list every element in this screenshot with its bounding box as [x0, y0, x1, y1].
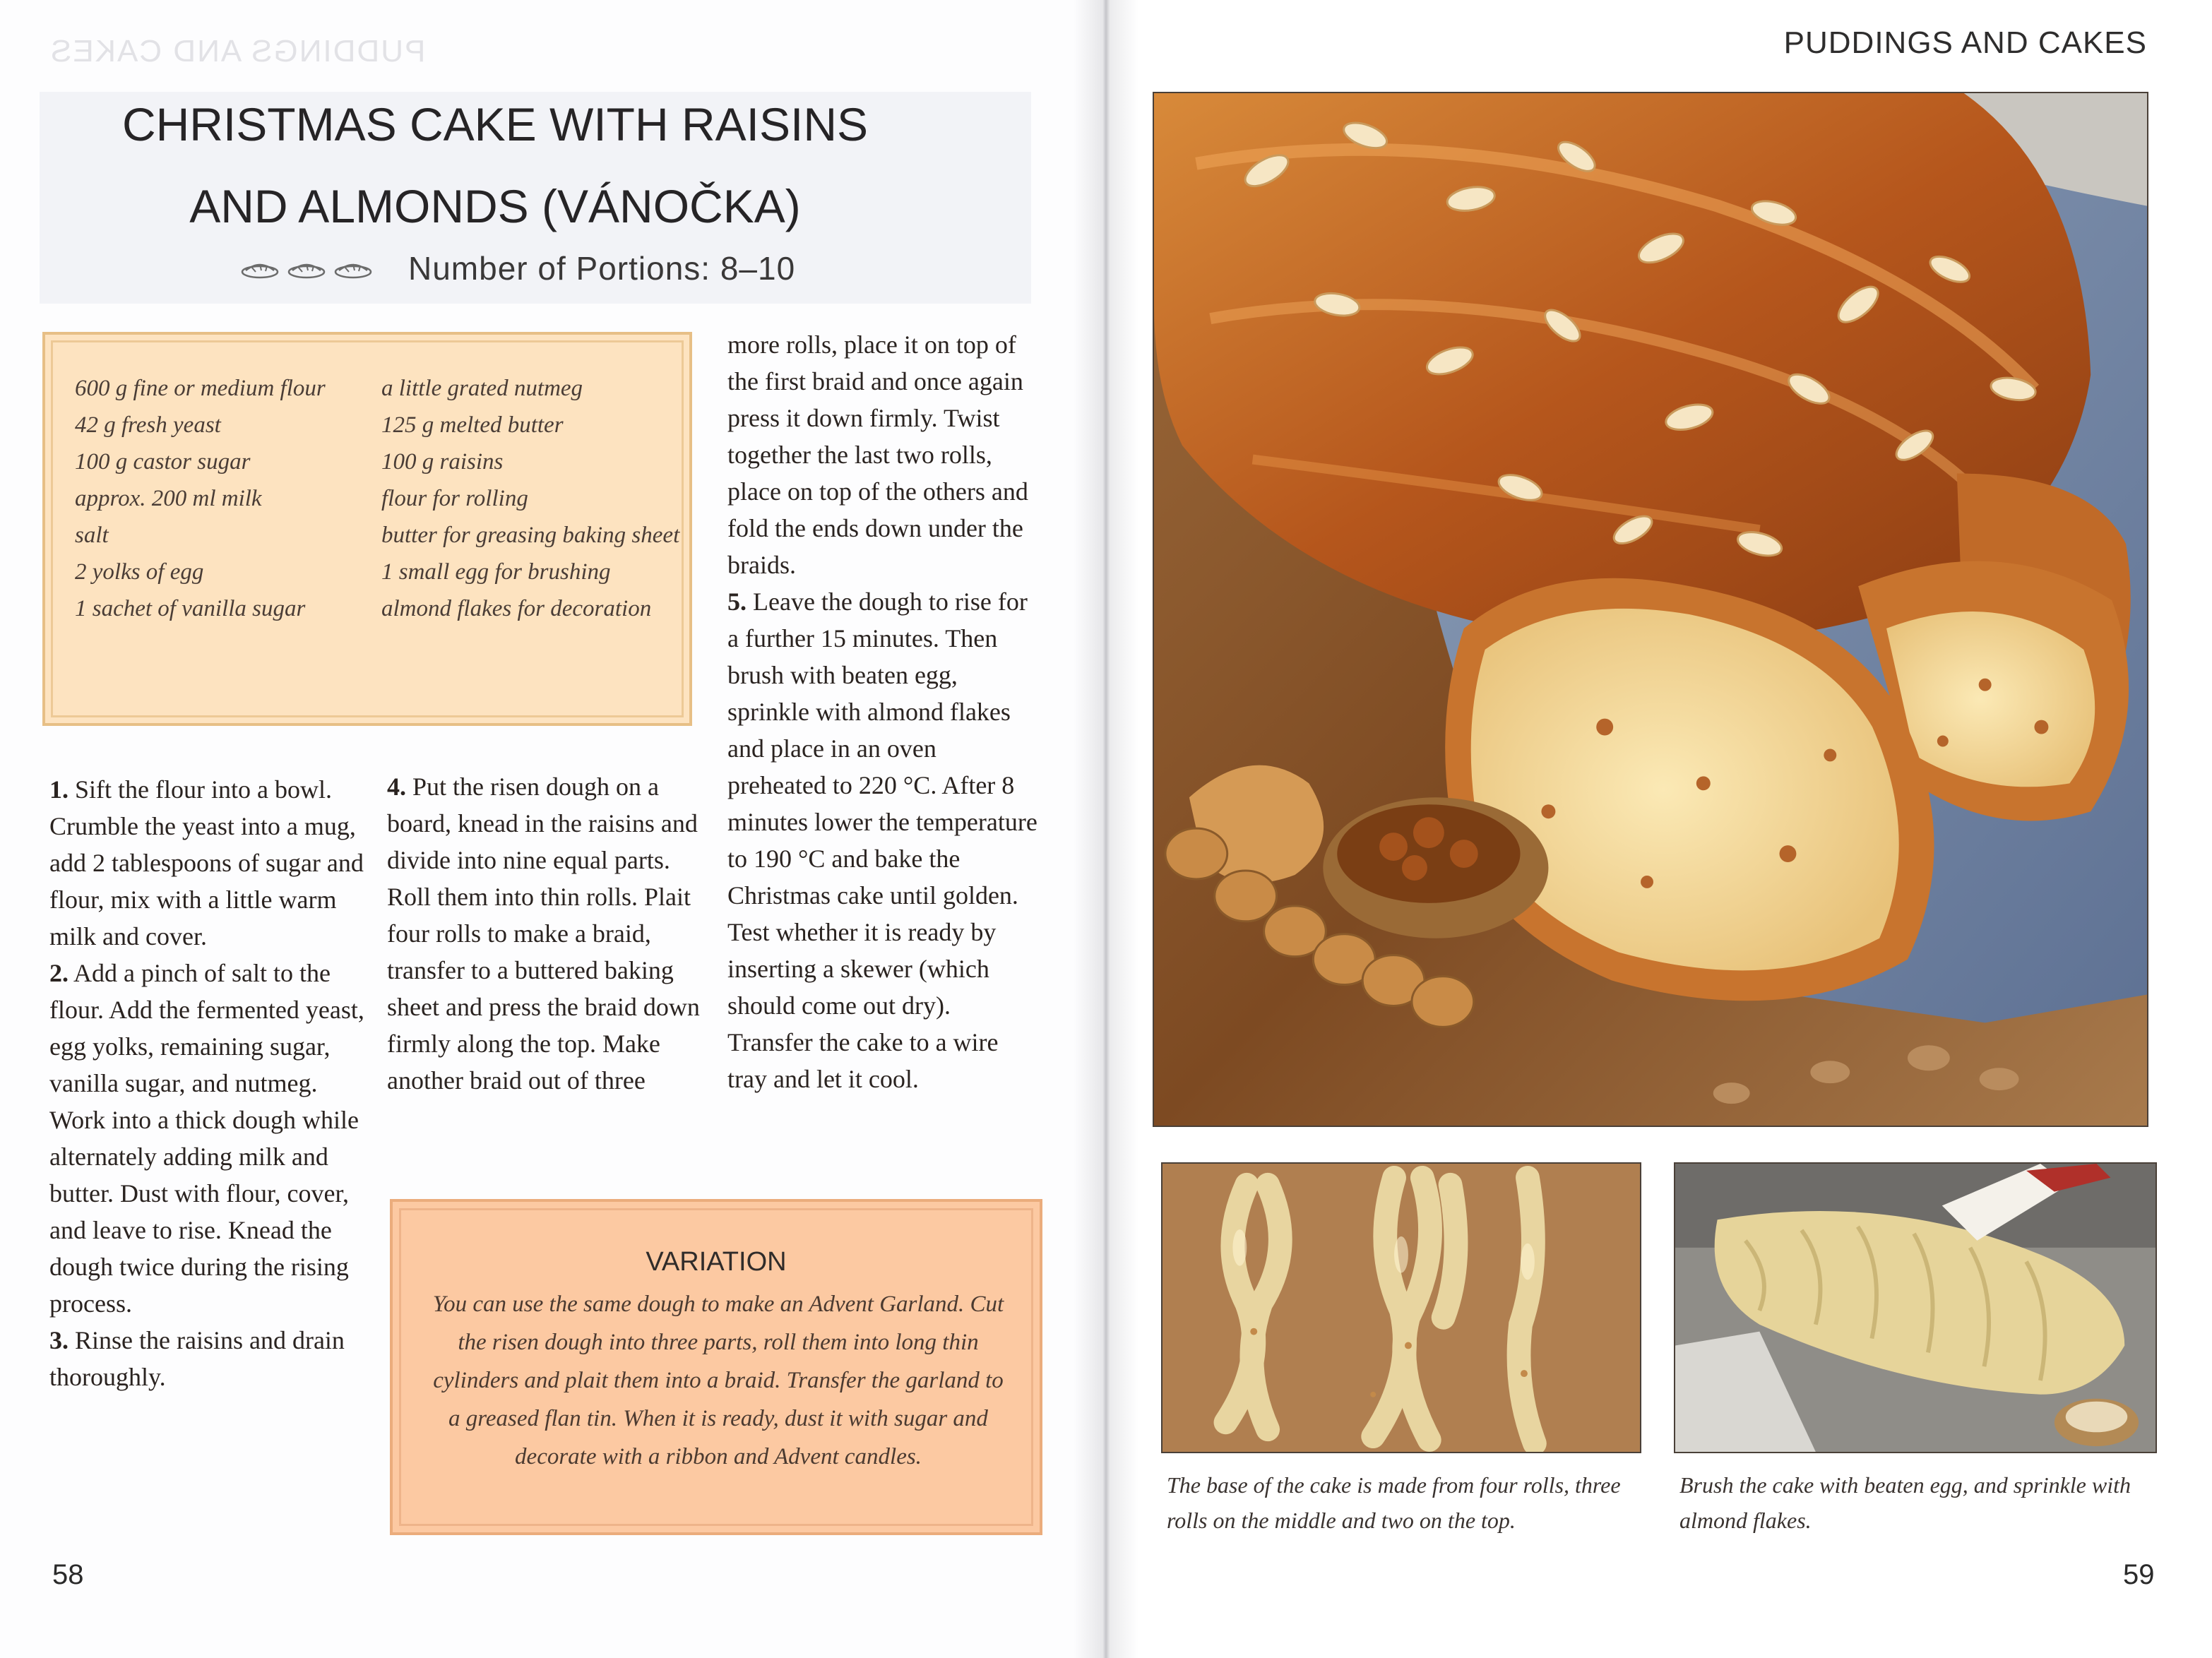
- variation-title: VARIATION: [646, 1247, 787, 1277]
- step-text: Put the risen dough on a board, knead in the raisins and divide into nine equal parts. Roll them into thin rolls. Plait four rolls to make a braid, transfer to a buttered baking sheet and press the braid down firmly along the top. Make another braid out of three: [387, 773, 700, 1095]
- method-step-continued: [727, 326, 1038, 583]
- portion-icons: [240, 258, 373, 279]
- ingredient-item: 125 g melted butter: [381, 412, 564, 438]
- step-number: 4.: [387, 773, 406, 801]
- main-cake-photo: [1153, 92, 2148, 1127]
- cake-photo-illustration: [1154, 93, 2147, 1126]
- method-column-2: [387, 768, 705, 1099]
- ingredient-item: butter for greasing baking sheet: [381, 523, 680, 548]
- page-number-right: 59: [2123, 1559, 2155, 1590]
- portions-row: [240, 244, 795, 293]
- ingredient-item: approx. 200 ml milk: [75, 486, 262, 511]
- method-step: [49, 771, 374, 955]
- braided-loaf-illustration: [1675, 1164, 2155, 1452]
- ingredients-column-1: [75, 370, 371, 627]
- ingredients-box: [42, 332, 692, 726]
- method-step: [727, 583, 1038, 1097]
- recipe-title: [40, 83, 951, 247]
- method-step: [49, 1322, 374, 1395]
- caption-brushing: Brush the cake with beaten egg, and sprinkle with almond flakes.: [1679, 1472, 2131, 1533]
- cake-icon: [333, 258, 373, 279]
- step-text: Add a pinch of salt to the flour. Add the fermented yeast, egg yolks, remaining sugar, vanilla sugar, and nutmeg. Work into a thick dough while alternately adding milk and butter. Dust with flour, cover, and leave to rise. Knead the dough twice during the rising process.: [49, 959, 364, 1318]
- dough-rolls-illustration: [1163, 1164, 1640, 1452]
- step-text: Rinse the raisins and drain thoroughly.: [49, 1326, 345, 1391]
- ingredient-item: a little grated nutmeg: [381, 376, 583, 401]
- brushing-photo: [1674, 1162, 2157, 1453]
- ingredients-column-2: [381, 370, 685, 627]
- show-through-header: PUDDINGS AND CAKES: [49, 34, 426, 68]
- book-spine-shadow: [1074, 0, 1138, 1658]
- ingredient-item: 2 yolks of egg: [75, 559, 204, 585]
- method-step: [387, 768, 705, 1099]
- cake-icon: [287, 258, 326, 279]
- method-step: [49, 955, 374, 1322]
- ingredient-item: 1 small egg for brushing: [381, 559, 611, 585]
- ingredient-item: 100 g castor sugar: [75, 449, 251, 475]
- step-number: 3.: [49, 1326, 69, 1354]
- right-page: [1106, 0, 2212, 1658]
- step-text: Sift the flour into a bowl. Crumble the yeast into a mug, add 2 tablespoons of sugar and flour, mix with a little warm milk and cover.: [49, 775, 364, 950]
- braiding-photo: [1161, 1162, 1641, 1453]
- variation-text: You can use the same dough to make an Advent Garland. Cut the risen dough into three parts, roll them into long thin cylinders and plait them into a braid. Transfer the garland to a greased flan tin. When it is ready, dust it with sugar and decorate with a ribbon and Advent candles.: [432, 1292, 1004, 1469]
- page-number-left: 58: [52, 1559, 84, 1590]
- portions-count: Number of Portions: 8–10: [408, 250, 796, 287]
- recipe-title-line-1: CHRISTMAS CAKE WITH RAISINS: [121, 98, 869, 150]
- step-text: more rolls, place it on top of the first braid and once again press it down firmly. Twist together the last two rolls, place on top of the others and fold the ends down under the braids.: [727, 330, 1028, 579]
- step-number: 5.: [727, 588, 747, 616]
- ingredient-item: almond flakes for decoration: [381, 596, 652, 621]
- cake-icon: [240, 258, 280, 279]
- step-number: 2.: [49, 959, 69, 987]
- ingredient-item: 1 sachet of vanilla sugar: [75, 596, 306, 621]
- ingredient-item: 42 g fresh yeast: [75, 412, 221, 438]
- ingredient-item: 600 g fine or medium flour: [75, 376, 326, 401]
- step-number: 1.: [49, 775, 69, 804]
- ingredient-item: salt: [75, 523, 109, 548]
- caption-braiding: The base of the cake is made from four rolls, three rolls on the middle and two on the top.: [1167, 1472, 1621, 1533]
- step-text: Leave the dough to rise for a further 15 minutes. Then brush with beaten egg, sprinkle with almond flakes and place in an oven preheated to 220 °C. After 8 minutes lower the temperature to 190 °C and bake the Christmas cake until golden. Test whether it is ready by inserting a skewer (which should come out dry). Transfer the cake to a wire tray and let it cool.: [727, 588, 1037, 1093]
- ingredient-item: flour for rolling: [381, 486, 528, 511]
- method-column-1: [49, 771, 374, 1395]
- ingredient-item: 100 g raisins: [381, 449, 504, 475]
- recipe-title-line-2: AND ALMONDS (VÁNOČKA): [189, 180, 801, 232]
- variation-box: [390, 1199, 1042, 1535]
- method-column-3: [727, 326, 1038, 1097]
- section-header: PUDDINGS AND CAKES: [1783, 25, 2147, 60]
